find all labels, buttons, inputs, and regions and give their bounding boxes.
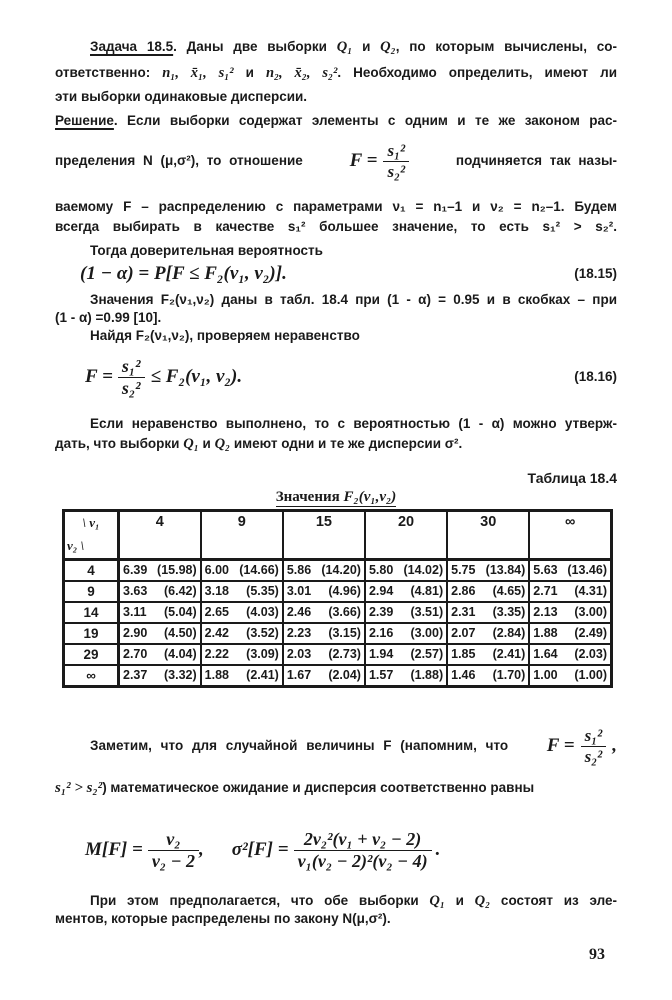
cell-value: 2.13 — [533, 605, 558, 619]
cell-value: 1.88 — [204, 668, 229, 682]
column-header: 4 — [119, 511, 201, 560]
cell-content — [366, 561, 446, 580]
cell-paren: (3.15) — [328, 626, 361, 640]
table-cell — [201, 602, 283, 623]
cell-value: 2.65 — [204, 605, 229, 619]
formula-f-ratio — [547, 726, 617, 766]
cell-paren: (4.50) — [164, 626, 197, 640]
cell-content — [448, 624, 528, 643]
table-cell — [201, 623, 283, 644]
cell-value: 2.70 — [123, 647, 148, 661]
cell-content — [120, 645, 200, 664]
table-cell — [529, 644, 611, 665]
corner-cell — [64, 511, 119, 560]
cell-value: 3.18 — [204, 584, 229, 598]
table-cell — [529, 581, 611, 602]
page-number: 93 — [589, 946, 605, 963]
table-cell — [529, 665, 611, 687]
cell-content — [202, 561, 282, 580]
table-cell — [119, 644, 201, 665]
table-cell — [447, 644, 529, 665]
table-row — [64, 623, 612, 644]
problem-statement-line-1 — [55, 38, 617, 56]
cell-paren: (5.04) — [164, 605, 197, 619]
assumption-line-2: ментов, которые распределены по закону N(μ,σ²). — [55, 911, 391, 926]
cell-value: 2.42 — [204, 626, 229, 640]
text-run: и — [198, 436, 215, 451]
cell-content — [448, 666, 528, 685]
table-cell — [283, 560, 365, 582]
fraction-denominator: s₂² — [383, 161, 409, 182]
cell-paren: (4.04) — [164, 647, 197, 661]
cell-value: 5.80 — [368, 563, 394, 577]
cell-paren: (3.52) — [246, 626, 279, 640]
text-run: При этом предполагается, что обе выборки — [90, 893, 430, 908]
equation-number: (18.16) — [574, 369, 617, 384]
cell-value: 2.07 — [451, 626, 476, 640]
corner-nu2-label: ν₂ \ — [67, 538, 85, 553]
cell-value: 1.46 — [451, 668, 476, 682]
math-run-q2: Q₂ — [474, 893, 491, 909]
cell-paren: (3.32) — [164, 668, 197, 682]
table-cell — [365, 623, 447, 644]
text-run: подчиняется так назы- — [455, 153, 617, 168]
text-run: , — [612, 735, 617, 756]
cell-value: 1.00 — [533, 668, 558, 682]
math-run-q2: Q₂ — [380, 39, 396, 55]
cell-paren: (13.84) — [485, 563, 526, 577]
cell-value: 2.86 — [451, 584, 476, 598]
text-run: и — [352, 39, 381, 54]
table-cell — [529, 623, 611, 644]
cell-value: 2.90 — [123, 626, 148, 640]
cell-content — [366, 624, 446, 643]
table-header-row — [64, 511, 612, 560]
column-header: 20 — [365, 511, 447, 560]
cell-paren: (2.03) — [574, 647, 607, 661]
table-cell — [447, 581, 529, 602]
text-run: . Даны две выборки — [173, 39, 337, 54]
equation-18-16 — [55, 347, 617, 407]
table-row — [64, 581, 612, 602]
table-cell — [283, 665, 365, 687]
equation-body: (1 − α) = P[F ≤ F₂(ν₁, ν₂)]. — [80, 263, 287, 284]
row-header: 9 — [64, 581, 119, 602]
solution-line-5: Тогда доверительная вероятность — [90, 243, 323, 258]
fraction-denominator: s₂² — [118, 377, 145, 399]
formula-lhs: F = — [546, 735, 575, 756]
assumption-line-1 — [55, 892, 617, 910]
cell-paren: (3.09) — [246, 647, 279, 661]
cell-content — [120, 582, 200, 601]
table-cell — [119, 623, 201, 644]
cell-content — [284, 603, 364, 622]
cell-content — [284, 582, 364, 601]
table-cell — [529, 602, 611, 623]
math-run: F₂(ν₁,ν₂) — [343, 489, 397, 505]
equation-mean-variance — [55, 816, 617, 884]
cell-content — [120, 624, 200, 643]
cell-content — [202, 666, 282, 685]
conclusion-line-2 — [55, 435, 617, 455]
row-header: 4 — [64, 560, 119, 582]
column-header: 9 — [201, 511, 283, 560]
table-cell — [365, 644, 447, 665]
cell-value: 1.94 — [368, 647, 394, 661]
text-run: ) математическое ожидание и дисперсия соответственно равны — [102, 780, 535, 795]
cell-value: 1.85 — [451, 647, 476, 661]
equation-number: (18.15) — [574, 266, 617, 281]
variance-lhs: σ²[F] = — [231, 839, 289, 860]
fraction-numerator: s₁² — [584, 725, 603, 745]
table-cell — [447, 665, 529, 687]
cell-paren: (2.41) — [246, 668, 279, 682]
math-run-q1: Q₁ — [183, 436, 199, 452]
cell-paren: (3.00) — [410, 626, 444, 640]
cell-paren: (4.03) — [246, 605, 279, 619]
cell-paren: (3.51) — [410, 605, 444, 619]
problem-statement-line-3: эти выборки одинаковые дисперсии. — [55, 89, 308, 104]
cell-paren: (6.42) — [164, 584, 197, 598]
problem-title: Задача 18.5 — [90, 39, 174, 54]
math-run-sample2: n₂, x̄₂, s₂² — [265, 65, 338, 81]
table-cell — [283, 581, 365, 602]
cell-paren: (2.04) — [328, 668, 361, 682]
cell-paren: (3.66) — [328, 605, 361, 619]
table-cell — [365, 560, 447, 582]
formula-lhs: F = — [349, 150, 378, 171]
table-cell — [365, 665, 447, 687]
solution-line-2-with-fraction — [55, 134, 617, 188]
cell-value: 5.63 — [533, 563, 558, 577]
math-run-q1: Q₁ — [336, 39, 353, 55]
cell-paren: (14.02) — [403, 563, 444, 577]
cell-content — [448, 603, 528, 622]
cell-value: 3.01 — [286, 584, 312, 598]
cell-value: 6.39 — [123, 563, 148, 577]
math-run-sample1: n₁, x̄₁, s₁² — [162, 65, 234, 81]
text-run: . Если выборки содержат элементы с одним и те же законом рас- — [113, 113, 617, 128]
cell-value: 2.39 — [368, 605, 394, 619]
text-run: . Необходимо определить, имеют ли — [337, 65, 617, 80]
solution-line-1 — [55, 112, 617, 130]
cell-value: 2.71 — [533, 584, 558, 598]
cell-paren: (2.49) — [574, 626, 607, 640]
cell-content — [530, 582, 610, 601]
cell-content — [366, 666, 446, 685]
table-cell — [201, 581, 283, 602]
equation-18-15 — [55, 261, 617, 287]
remark-line-1-with-fraction — [55, 718, 617, 774]
cell-content — [284, 666, 364, 685]
math-run-q2: Q₂ — [214, 436, 231, 452]
check-inequality-line: Найдя F₂(ν₁,ν₂), проверяем неравенство — [90, 328, 360, 343]
text-run: Значения — [275, 489, 344, 505]
cell-content — [366, 645, 446, 664]
cell-paren: (14.66) — [239, 563, 279, 577]
cell-content — [530, 666, 610, 685]
cell-content — [448, 582, 528, 601]
cell-value: 2.31 — [451, 605, 476, 619]
cell-content — [202, 582, 282, 601]
table-cell — [201, 560, 283, 582]
cell-content — [202, 645, 282, 664]
cell-content — [120, 603, 200, 622]
cell-paren: (1.70) — [492, 668, 526, 682]
cell-value: 2.16 — [368, 626, 394, 640]
cell-value: 5.86 — [286, 563, 312, 577]
cell-paren: (13.46) — [567, 563, 607, 577]
column-header: 30 — [447, 511, 529, 560]
math-run-variance-cond: s₁² > s₂² — [55, 780, 103, 796]
formula-rhs: ≤ F₂(ν₁, ν₂). — [150, 366, 243, 387]
solution-line-4: всегда выбирать в качестве s₁² большее значение, то есть s₁² > s₂². — [55, 219, 617, 234]
row-header: 14 — [64, 602, 119, 623]
table-row — [64, 665, 612, 687]
table-caption: Таблица 18.4 — [527, 470, 617, 486]
corner-nu1-label: \ ν₁ — [82, 515, 100, 530]
cell-value: 1.57 — [368, 668, 394, 682]
table-row — [64, 644, 612, 665]
math-run-q1: Q₁ — [429, 893, 445, 909]
table-cell — [283, 623, 365, 644]
table-cell — [447, 623, 529, 644]
column-header: ∞ — [529, 511, 611, 560]
cell-value: 2.37 — [123, 668, 148, 682]
text-run: состоят из эле- — [490, 893, 617, 908]
table-cell — [529, 560, 611, 582]
cell-content — [448, 645, 528, 664]
fraction-denominator: ν₁(ν₂ − 2)²(ν₂ − 4) — [294, 850, 432, 872]
mean-lhs: M[F] = — [85, 839, 143, 860]
text-run: и — [233, 65, 266, 80]
row-header: 29 — [64, 644, 119, 665]
variance-fraction — [294, 829, 432, 871]
formula-lhs: F = — [85, 366, 113, 387]
fraction-numerator: ν₂ — [166, 828, 181, 849]
separator-comma: , — [198, 839, 204, 860]
cell-content — [530, 561, 610, 580]
cell-value: 5.75 — [451, 563, 476, 577]
fraction — [383, 141, 409, 181]
cell-value: 2.94 — [368, 584, 394, 598]
fraction-denominator: ν₂ − 2 — [148, 850, 199, 872]
cell-content — [202, 624, 282, 643]
fraction-numerator: s₁² — [387, 140, 406, 160]
cell-value: 2.23 — [286, 626, 312, 640]
cell-paren: (3.00) — [574, 605, 607, 619]
table-row — [64, 602, 612, 623]
table-cell — [119, 665, 201, 687]
cell-content — [284, 624, 364, 643]
fraction-denominator: s₂² — [581, 746, 607, 767]
cell-value: 3.63 — [123, 584, 148, 598]
remark-line-2 — [55, 776, 617, 800]
table-cell — [365, 581, 447, 602]
cell-content — [448, 561, 528, 580]
cell-content — [120, 561, 200, 580]
cell-content — [530, 624, 610, 643]
text-run: , по которым вычислены, со- — [395, 39, 617, 54]
fraction — [118, 356, 145, 398]
cell-paren: (14.20) — [321, 563, 361, 577]
solution-line-3: ваемому F – распределению с параметрами ν₁ = n₁–1 и ν₂ = n₂–1. Будем — [55, 199, 617, 214]
cell-value: 3.11 — [123, 605, 147, 619]
table-title-text — [276, 489, 396, 507]
table-row — [64, 560, 612, 582]
cell-paren: (5.35) — [246, 584, 279, 598]
cell-value: 2.46 — [286, 605, 312, 619]
row-header: 19 — [64, 623, 119, 644]
cell-content — [366, 582, 446, 601]
cell-paren: (4.31) — [574, 584, 607, 598]
table-cell — [201, 644, 283, 665]
text-run: дать, что выборки — [55, 436, 184, 451]
conclusion-line-1: Если неравенство выполнено, то с вероятностью (1 - α) можно утверж- — [90, 416, 617, 431]
f-values-table — [62, 509, 613, 688]
cell-value: 2.03 — [286, 647, 312, 661]
table-cell — [447, 560, 529, 582]
cell-content — [284, 645, 364, 664]
values-note-line-1: Значения F₂(ν₁,ν₂) даны в табл. 18.4 при (1 - α) = 0.95 и в скобках – при — [90, 292, 617, 307]
values-note-line-2: (1 - α) =0.99 [10]. — [55, 310, 162, 325]
cell-content — [202, 603, 282, 622]
cell-paren: (2.84) — [492, 626, 526, 640]
fraction-numerator: s₁² — [121, 355, 141, 376]
cell-paren: (3.35) — [492, 605, 526, 619]
cell-value: 1.64 — [533, 647, 558, 661]
table-cell — [201, 665, 283, 687]
cell-paren: (15.98) — [157, 563, 197, 577]
row-header: ∞ — [64, 665, 119, 687]
text-run: и — [444, 893, 475, 908]
cell-paren: (1.00) — [574, 668, 607, 682]
table-cell — [447, 602, 529, 623]
column-header: 15 — [283, 511, 365, 560]
table-cell — [119, 560, 201, 582]
table-cell — [283, 644, 365, 665]
fraction — [581, 726, 607, 766]
mean-fraction — [148, 829, 199, 871]
cell-content — [530, 645, 610, 664]
cell-content — [120, 666, 200, 685]
cell-value: 6.00 — [204, 563, 229, 577]
cell-content — [366, 603, 446, 622]
cell-paren: (2.73) — [328, 647, 361, 661]
cell-paren: (1.88) — [410, 668, 444, 682]
cell-content — [284, 561, 364, 580]
cell-content — [530, 603, 610, 622]
table-cell — [365, 602, 447, 623]
table-title — [55, 488, 617, 507]
cell-paren: (4.65) — [492, 584, 526, 598]
problem-statement-line-2 — [55, 64, 617, 82]
fraction-numerator: 2ν₂²(ν₁ + ν₂ − 2) — [303, 828, 422, 849]
text-run: пределения N (μ,σ²), то отношение — [55, 153, 303, 168]
cell-value: 2.22 — [204, 647, 229, 661]
cell-paren: (2.41) — [492, 647, 526, 661]
cell-paren: (4.96) — [328, 584, 361, 598]
cell-value: 1.88 — [533, 626, 558, 640]
table-cell — [283, 602, 365, 623]
table-cell — [119, 602, 201, 623]
cell-paren: (2.57) — [410, 647, 444, 661]
text-run: ответственно: — [55, 65, 163, 80]
cell-value: 1.67 — [286, 668, 312, 682]
text-run: Заметим, что для случайной величины F (напомним, что — [90, 738, 509, 753]
end-period: . — [435, 839, 441, 860]
solution-title: Решение — [55, 113, 114, 128]
table-cell — [119, 581, 201, 602]
formula-f-ratio — [350, 141, 410, 181]
text-run: имеют одни и те же дисперсии σ². — [230, 436, 463, 451]
cell-paren: (4.81) — [410, 584, 444, 598]
